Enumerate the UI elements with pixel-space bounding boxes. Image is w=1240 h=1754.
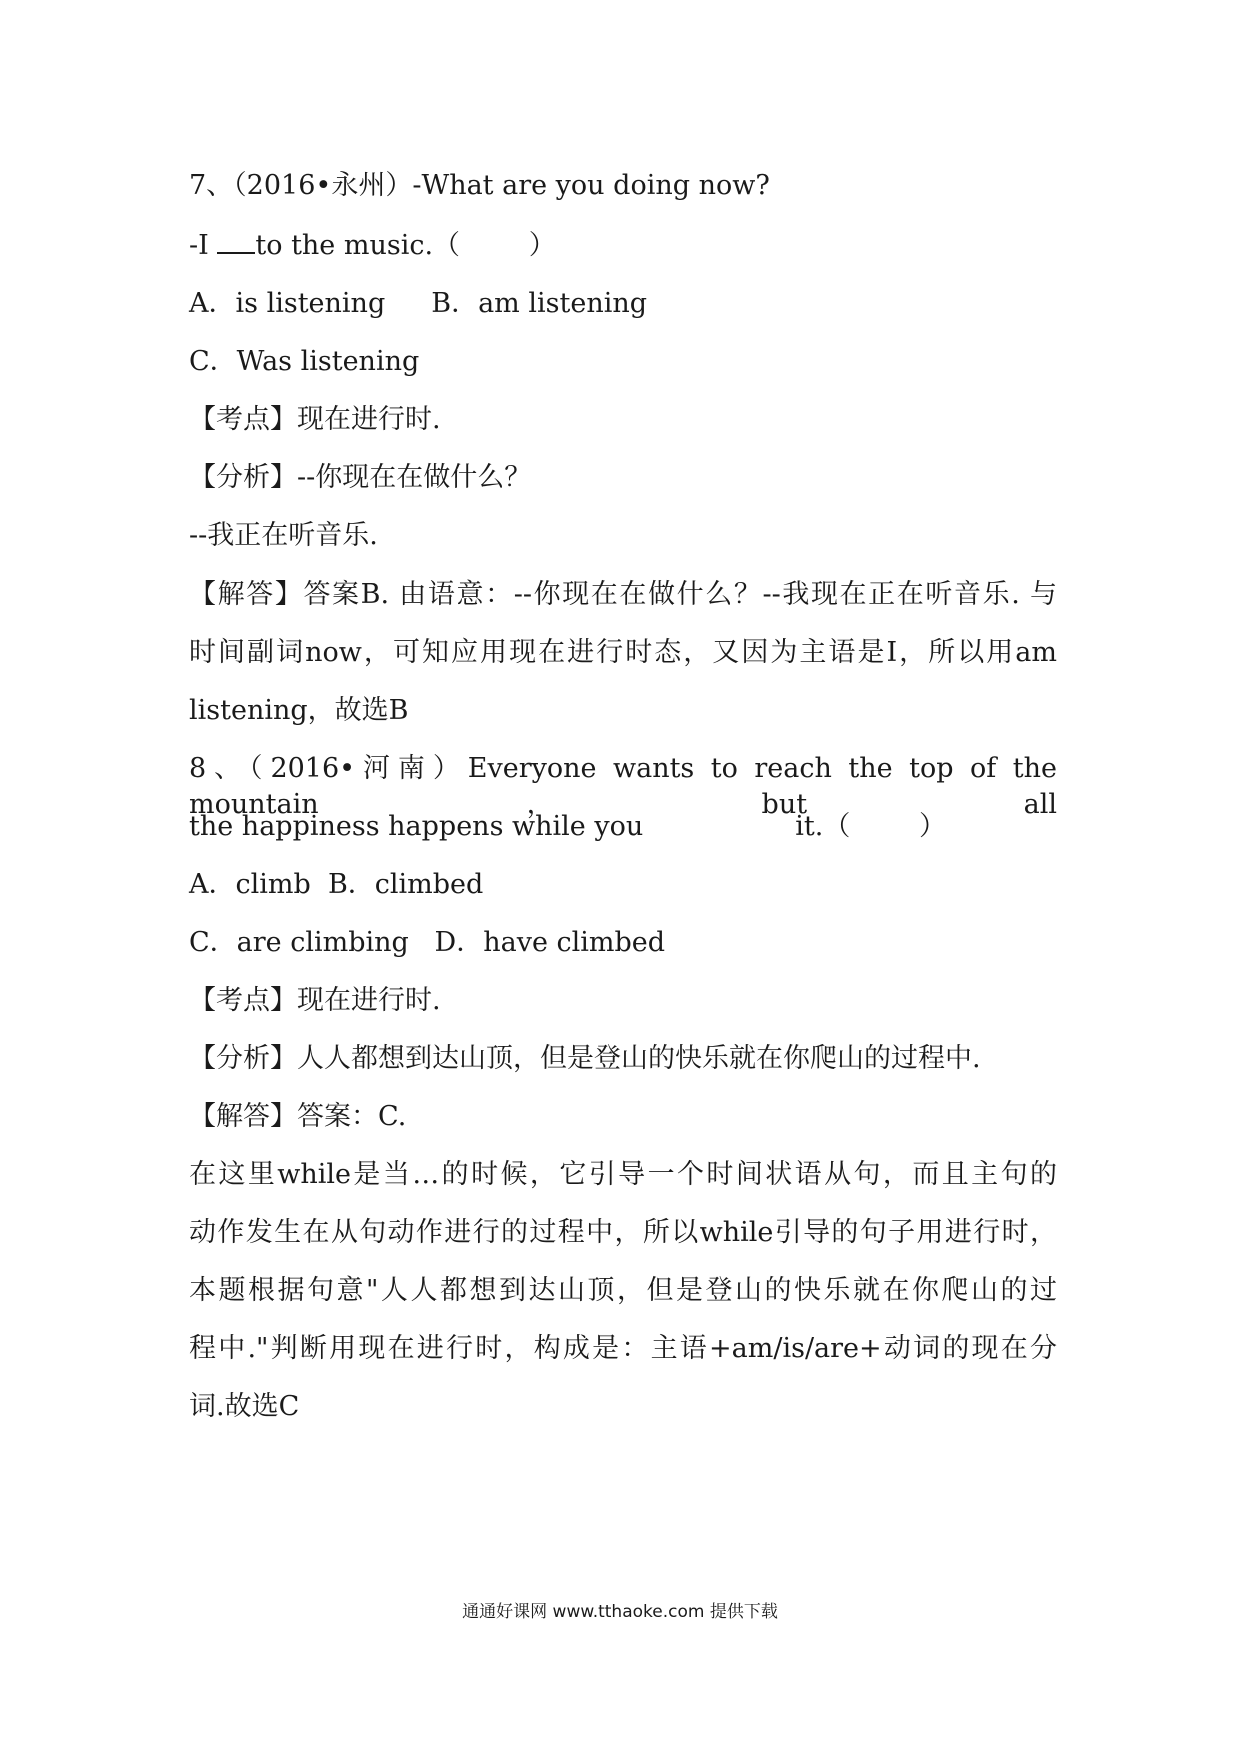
q7-options-ab	[189, 286, 647, 322]
q7-stem-line1: 7、（2016•永州）-What are you doing now?	[189, 170, 770, 201]
q7-stem-line2	[189, 228, 556, 264]
q8-jieda-line5: 词.故选C	[189, 1391, 300, 1422]
q8-kaodian: 【考点】现在进行时.	[189, 985, 441, 1016]
q7-kaodian: 【考点】现在进行时.	[189, 404, 441, 435]
q7-stem-suffix: to the music.（ ）	[255, 230, 556, 261]
q8-stem-suffix: it.（ ）	[795, 811, 946, 842]
q8-jieda-line4: 程中."判断用现在进行时，构成是：主语+am/is/are+动词的现在分	[189, 1333, 1057, 1364]
q8-stem-line2	[189, 809, 946, 845]
q8-stem-prefix: the happiness happens while you	[189, 811, 644, 842]
q7-blank	[217, 230, 255, 254]
q7-option-c: C．Was listening	[189, 346, 420, 377]
q7-stem-prefix: -I	[189, 230, 218, 261]
q8-jieda-line1: 在这里while是当…的时候，它引导一个时间状语从句，而且主句的	[189, 1159, 1057, 1190]
q8-stem-line1: 8、（2016•河南）Everyone wants to reach the top of the mountain，but all	[189, 753, 1057, 820]
q7-fenxi-line1: 【分析】--你现在在做什么？	[189, 462, 532, 493]
q8-jieda-line2: 动作发生在从句动作进行的过程中，所以while引导的句子用进行时，	[189, 1217, 1057, 1248]
q7-option-a: A．is listening	[189, 288, 386, 319]
q8-options-ab: A．climb B．climbed	[189, 869, 484, 900]
q8-jieda-line3: 本题根据句意"人人都想到达山顶，但是登山的快乐就在你爬山的过	[189, 1275, 1057, 1306]
q7-option-b: B．am listening	[431, 288, 648, 319]
page-footer: 通通好课网 www.tthaoke.com 提供下载	[462, 1602, 778, 1622]
q7-jieda-line3: listening，故选B	[189, 695, 409, 726]
q7-fenxi-line2: --我正在听音乐.	[189, 520, 378, 551]
q7-jieda-line2: 时间副词now，可知应用现在进行时态，又因为主语是I，所以用am	[189, 637, 1057, 668]
q8-options-cd: C．are climbing D．have climbed	[189, 927, 666, 958]
q8-jieda-title: 【解答】答案：C.	[189, 1101, 407, 1132]
q8-fenxi: 【分析】人人都想到达山顶，但是登山的快乐就在你爬山的过程中.	[189, 1043, 981, 1074]
q7-jieda-line1: 【解答】答案B. 由语意：--你现在在做什么？--我现在正在听音乐. 与	[189, 579, 1057, 610]
